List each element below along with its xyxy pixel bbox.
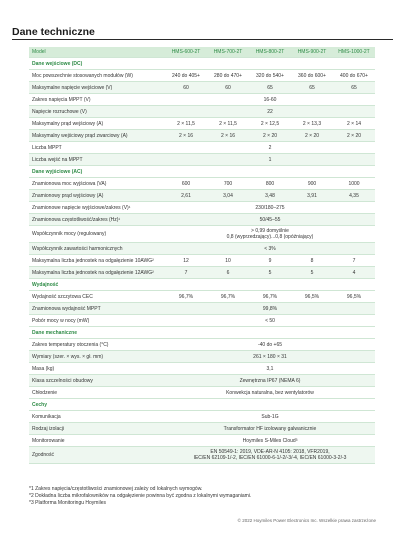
row-label: Współczynnik zawartości harmonicznych (29, 243, 165, 255)
row-label: Wydajność szczytowa CEC (29, 291, 165, 303)
footnote: *3 Platforma Monitoringu Hoymiles (29, 500, 106, 506)
footnote: *2 Dokładna liczba mikrofalowników na odgałęzienie powinna być zgodna z lokalnymi wymaganiami. (29, 493, 252, 499)
row-value: 12 (165, 255, 207, 267)
row-value-line: 99,8% (262, 305, 278, 312)
row-value: 96,7% (207, 291, 249, 303)
row-label: Znamionowy prąd wyjściowy (A) (29, 190, 165, 202)
row-value: 700 (207, 178, 249, 190)
row-label: Napięcie rozruchowe (V) (29, 106, 165, 118)
row-value (165, 339, 375, 351)
row-value-line: 50/45–55 (259, 216, 281, 223)
row-value-line: 0,8 (wyprzedzający)...0,8 (opóźniający) (226, 234, 314, 240)
row-value (165, 94, 375, 106)
row-value: 60 (207, 82, 249, 94)
row-value: 2 × 16 (207, 130, 249, 142)
row-value: 5 (249, 267, 291, 279)
row-value-line: Zewnętrzna IP67 (NEMA 6) (239, 377, 301, 384)
row-value: 96,7% (165, 291, 207, 303)
section-title: Dane wyjściowe (AC) (29, 166, 375, 178)
title-divider (12, 39, 393, 40)
row-value-line: EN 50549-1: 2019, VDE-AR-N 4105: 2018, VFR2019, (210, 449, 330, 455)
table-row (29, 118, 375, 130)
row-value-line: IEC/EN 62109-1/-2, IEC/EN 61000-6-1/-2/-3/-4, IEC/EN 61000-3-2/-3 (193, 455, 347, 461)
table-row (29, 339, 375, 351)
row-label: Współczynnik mocy (regulowany) (29, 226, 165, 243)
row-label: Maksymalny wejściowy prąd zwarciowy (A) (29, 130, 165, 142)
row-value (165, 303, 375, 315)
row-value (165, 243, 375, 255)
row-label: Komunikacja (29, 411, 165, 423)
row-label: Zakres napięcia MPPT (V) (29, 94, 165, 106)
row-label: Pobór mocy w nocy (mW) (29, 315, 165, 327)
row-value: 2 × 20 (333, 130, 375, 142)
row-value (165, 154, 375, 166)
row-value: 60 (165, 82, 207, 94)
row-value: 10 (207, 255, 249, 267)
row-value-line: Hoymiles S-Miles Cloud³ (242, 437, 298, 444)
table-row (29, 315, 375, 327)
header-model: HMS-600-2T (165, 47, 207, 58)
table-row (29, 226, 375, 243)
section-header-row (29, 58, 375, 70)
row-value: 320 do 540+ (249, 70, 291, 82)
table-row (29, 190, 375, 202)
section-title: Dane mechaniczne (29, 327, 375, 339)
header-model: HMS-1000-2T (333, 47, 375, 58)
row-value: 2 × 20 (291, 130, 333, 142)
header-model-label: Model (29, 47, 165, 58)
row-value: 3,04 (207, 190, 249, 202)
row-value-line: > 0,99 domyślnie (251, 228, 289, 234)
row-value: 360 do 600+ (291, 70, 333, 82)
row-value: 96,5% (291, 291, 333, 303)
row-value (165, 423, 375, 435)
section-header-row (29, 399, 375, 411)
row-value: 4 (333, 267, 375, 279)
row-value (165, 351, 375, 363)
row-value: 65 (249, 82, 291, 94)
table-row (29, 70, 375, 82)
table-row (29, 154, 375, 166)
section-header-row (29, 279, 375, 291)
row-label: Liczba wejść na MPPT (29, 154, 165, 166)
row-value: 3,48 (249, 190, 291, 202)
row-value: 8 (291, 255, 333, 267)
row-label: Monitorowanie (29, 435, 165, 447)
table-row (29, 243, 375, 255)
spec-table-body (29, 47, 375, 464)
row-value: 65 (333, 82, 375, 94)
row-label: Masa (kg) (29, 363, 165, 375)
section-header-row (29, 327, 375, 339)
row-value (165, 142, 375, 154)
row-label: Znamionowa moc wyjściowa (VA) (29, 178, 165, 190)
row-value-line: 261 × 180 × 31 (253, 353, 287, 360)
row-value (165, 214, 375, 226)
page-title: Dane techniczne (12, 26, 95, 38)
row-value (165, 435, 375, 447)
table-row (29, 303, 375, 315)
row-value: 1000 (333, 178, 375, 190)
table-row (29, 435, 375, 447)
table-row (29, 363, 375, 375)
row-value: 2 × 13,3 (291, 118, 333, 130)
row-value: 3,91 (291, 190, 333, 202)
table-header-row (29, 47, 375, 58)
row-value: 9 (249, 255, 291, 267)
row-value-line: 16-60 (263, 96, 277, 103)
row-value: 280 do 470+ (207, 70, 249, 82)
row-value-line: Transformator HF izolowany galwanicznie (223, 425, 317, 432)
header-model: HMS-700-2T (207, 47, 249, 58)
row-label: Maksymalna liczba jednostek na odgałęzienie 10AWG² (29, 255, 165, 267)
row-value: 2 × 11,5 (165, 118, 207, 130)
row-value: 7 (165, 267, 207, 279)
row-value: 2 × 14 (333, 118, 375, 130)
footnote: *1 Zakres napięcia/częstotliwości znamionowej zależy od lokalnych wymogów. (29, 486, 203, 492)
row-label: Klasa szczelności obudowy (29, 375, 165, 387)
table-row (29, 142, 375, 154)
table-row (29, 291, 375, 303)
section-title: Wydajność (29, 279, 375, 291)
row-label: Wymiary (szer. × wys. × gł. mm) (29, 351, 165, 363)
row-value-line: < 3% (264, 245, 276, 252)
table-row (29, 351, 375, 363)
row-value: 7 (333, 255, 375, 267)
row-value-line: Sub-1G (261, 413, 279, 420)
table-row (29, 387, 375, 399)
row-value (165, 106, 375, 118)
header-model: HMS-800-2T (249, 47, 291, 58)
row-value: 2 × 16 (165, 130, 207, 142)
row-value-line: 2 (268, 144, 272, 151)
row-value: 65 (291, 82, 333, 94)
row-value-line: 230/180–275 (255, 204, 285, 211)
row-label: Znamionowa wydajność MPPT (29, 303, 165, 315)
row-label: Znamionowa częstotliwość/zakres (Hz)¹ (29, 214, 165, 226)
row-value: 2 × 11,5 (207, 118, 249, 130)
table-row (29, 94, 375, 106)
row-value (165, 202, 375, 214)
table-row (29, 214, 375, 226)
table-row (29, 130, 375, 142)
row-value: 4,35 (333, 190, 375, 202)
row-value (165, 226, 375, 243)
row-label: Zakres temperatury otoczenia (°C) (29, 339, 165, 351)
row-value: 2 × 20 (249, 130, 291, 142)
row-value-line: 22 (267, 108, 273, 115)
row-value (165, 375, 375, 387)
row-label: Znamionowe napięcie wyjściowe/zakres (V)¹ (29, 202, 165, 214)
section-header-row (29, 166, 375, 178)
row-value (165, 387, 375, 399)
row-value: 96,5% (333, 291, 375, 303)
table-row (29, 423, 375, 435)
row-value: 600 (165, 178, 207, 190)
row-value: 6 (207, 267, 249, 279)
row-label: Maksymalna liczba jednostek na odgałęzienie 12AWG² (29, 267, 165, 279)
table-row (29, 267, 375, 279)
row-value: 2,61 (165, 190, 207, 202)
row-value: 5 (291, 267, 333, 279)
row-value: 900 (291, 178, 333, 190)
section-title: Cechy (29, 399, 375, 411)
row-value (165, 411, 375, 423)
row-label: Zgodność (29, 447, 165, 464)
row-value: 400 do 670+ (333, 70, 375, 82)
row-label: Rodzaj izolacji (29, 423, 165, 435)
row-value-line: 1 (268, 156, 272, 163)
table-row (29, 82, 375, 94)
row-value: 96,7% (249, 291, 291, 303)
row-value-line: 3,1 (266, 365, 274, 372)
row-label: Maksymalne napięcie wejściowe (V) (29, 82, 165, 94)
row-value: 240 do 405+ (165, 70, 207, 82)
row-value (165, 315, 375, 327)
row-value-line: -40 do +65 (257, 341, 283, 348)
spec-table (29, 47, 375, 464)
table-row (29, 411, 375, 423)
row-value-line: Konwekcja naturalna, bez wentylatorów (226, 389, 314, 396)
row-label: Moc powszechnie stosowanych modułów (W) (29, 70, 165, 82)
table-row (29, 255, 375, 267)
copyright: © 2022 Hoymiles Power Electronics Inc. Wszelkie prawa zastrzeżone (237, 518, 376, 523)
table-row (29, 178, 375, 190)
section-title: Dane wejściowe (DC) (29, 58, 375, 70)
table-row (29, 375, 375, 387)
table-row (29, 106, 375, 118)
row-value (165, 363, 375, 375)
header-model: HMS-900-2T (291, 47, 333, 58)
row-label: Maksymalny prąd wejściowy (A) (29, 118, 165, 130)
row-label: Chłodzenie (29, 387, 165, 399)
row-value: 2 × 12,5 (249, 118, 291, 130)
row-value (165, 447, 375, 464)
row-value: 800 (249, 178, 291, 190)
row-label: Liczba MPPT (29, 142, 165, 154)
row-value-line: < 50 (265, 317, 275, 324)
table-row (29, 447, 375, 464)
table-row (29, 202, 375, 214)
